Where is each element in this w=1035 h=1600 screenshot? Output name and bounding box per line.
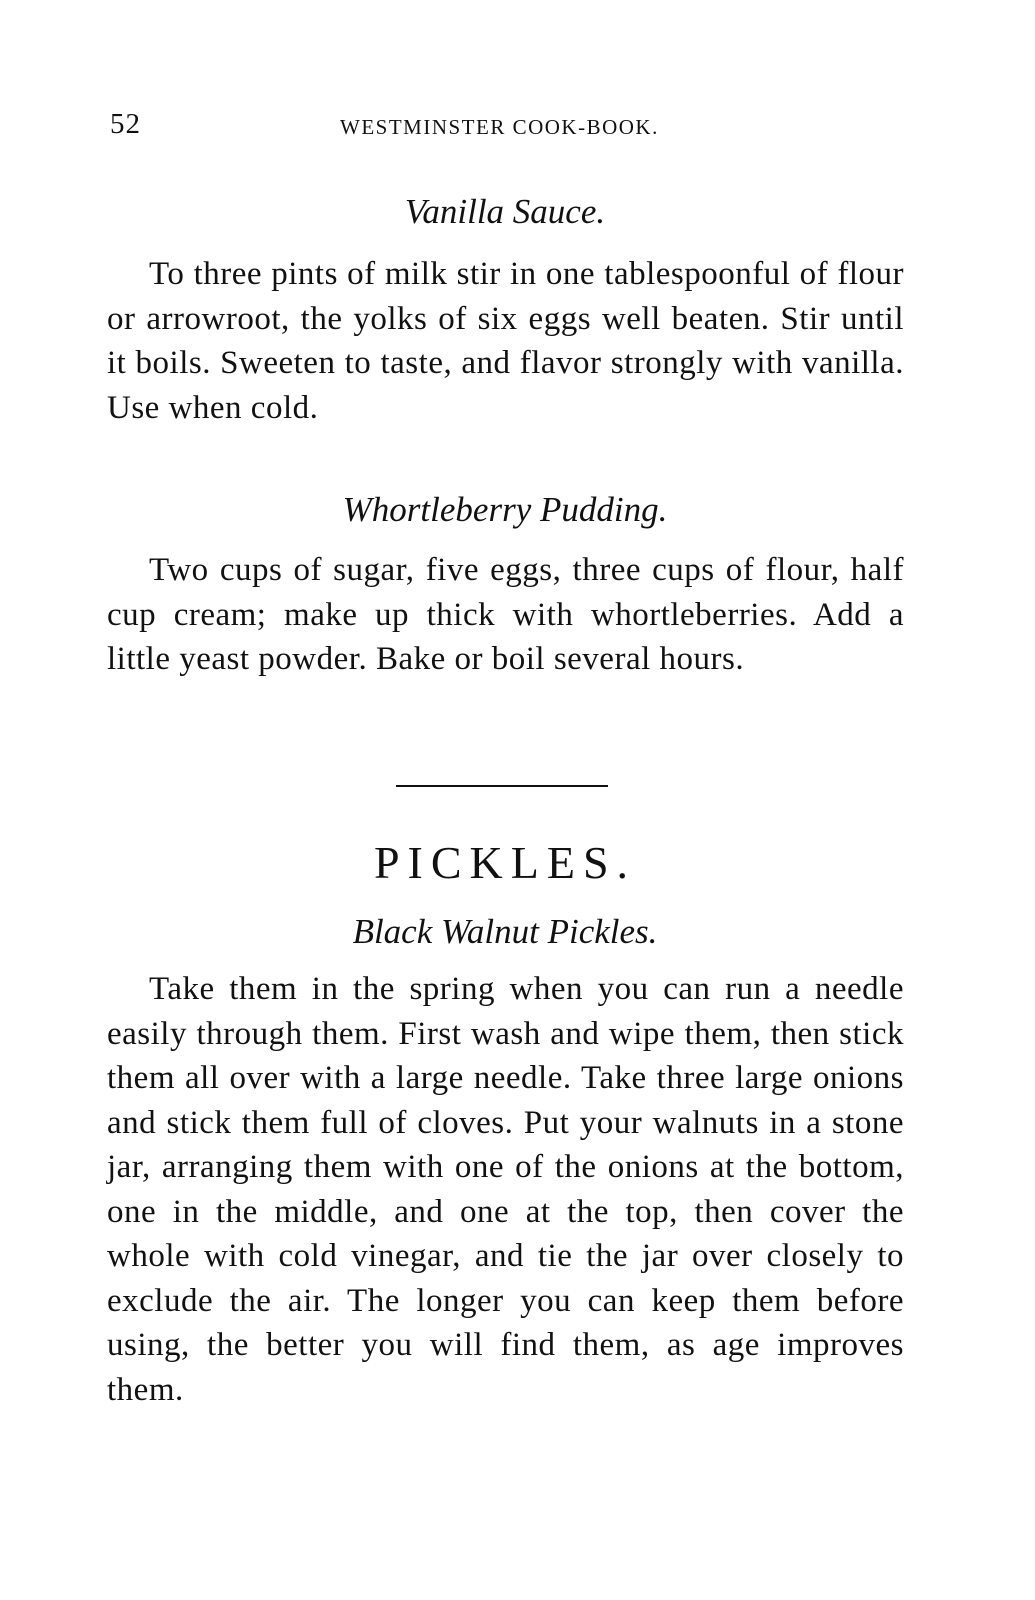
recipe-text-vanilla-sauce: To three pints of milk stir in one tablespoonful of flour or arrowroot, the yolks of six eggs well beaten. Stir until it boils. Sweeten to taste, and flavor strongly with vanilla. Use when cold.	[107, 256, 904, 426]
section-divider-rule	[396, 785, 608, 787]
recipe-title-black-walnut-pickles: Black Walnut Pickles.	[352, 912, 658, 951]
section-title-pickles: PICKLES.	[373, 837, 637, 888]
recipe-title-vanilla-sauce: Vanilla Sauce.	[404, 192, 606, 231]
page-number: 52	[110, 108, 141, 140]
running-head-title: WESTMINSTER COOK-BOOK.	[340, 115, 659, 139]
recipe-text-black-walnut-pickles: Take them in the spring when you can run a needle easily through them. First wash and wipe them, then stick them all over with a large needle. Take three large onions and stick them full of cloves. Put your walnuts in a stone jar, arranging them with one of the onions at the bottom, one in the middle, and one at the top, then cover the whole with cold vinegar, and tie the jar over closely to exclude the air. The longer you can keep them before using, the better you will find them, as age improves them.	[107, 971, 904, 1408]
recipe-text-whortleberry-pudding: Two cups of sugar, five eggs, three cups of flour, half cup cream; make up thick with whortleberries. Add a little yeast powder. Bake or boil several hours.	[107, 552, 904, 677]
recipe-title-whortleberry-pudding: Whortleberry Pudding.	[342, 490, 668, 529]
running-head	[110, 108, 900, 148]
